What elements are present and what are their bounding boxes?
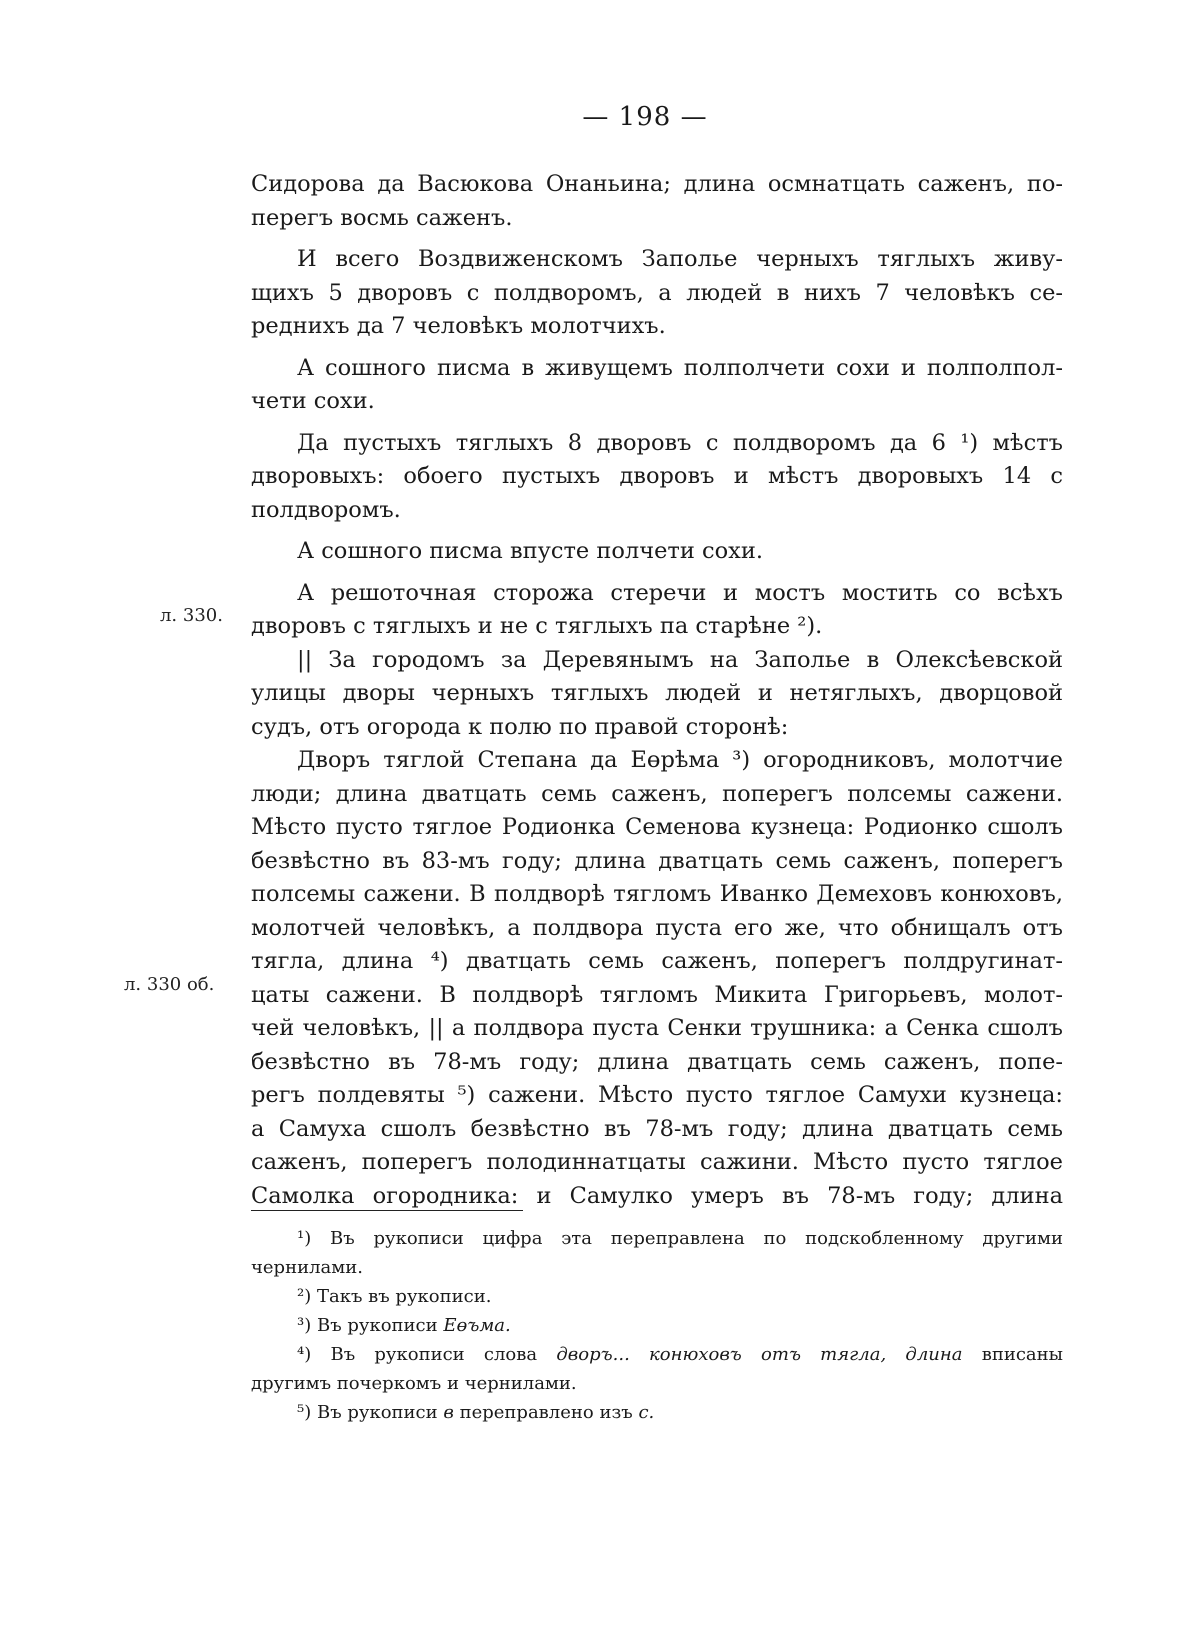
footnote-3-text: ³) Въ рукописи — [297, 1315, 438, 1336]
text-line: улицы дворы черныхъ тяглыхъ людей и нетяглыхъ, дворцовой — [251, 680, 1063, 706]
text-line: саженъ, поперегъ полодиннатцаты сажини. Мѣсто пусто тяглое — [251, 1149, 1063, 1175]
text-line: чети сохи. — [251, 388, 375, 414]
footnote-5-italic-1: в — [443, 1402, 454, 1423]
text-line: тягла, длина ⁴) дватцать семь саженъ, поперегъ полдругинат- — [251, 948, 1063, 974]
text-line: полдворомъ. — [251, 496, 401, 523]
text-line: А решоточная сторожа стеречи и мостъ мостить со всѣхъ — [297, 579, 1063, 606]
footnotes — [251, 1224, 1063, 1427]
main-text-body — [251, 168, 1063, 1213]
text-line: реднихъ да 7 человѣкъ молотчихъ. — [251, 313, 666, 339]
text-line: безвѣстно въ 78-мъ году; длина дватцать семь саженъ, попе- — [251, 1048, 1063, 1075]
text-line: || За городомъ за Деревянымъ на Заполье в Олексѣевской — [297, 646, 1063, 673]
footnote-5 — [251, 1398, 1063, 1427]
text-line: цаты сажени. В полдворѣ тягломъ Микита Григорьевъ, молот- — [251, 981, 1063, 1008]
text-line: дворовыхъ: обоего пустыхъ дворовъ и мѣстъ дворовыхъ 14 с — [251, 463, 1063, 489]
footnote-1-continued: чернилами. — [251, 1257, 363, 1278]
footnote-5-mid: переправлено изъ — [459, 1402, 633, 1423]
footnote-2: ²) Такъ въ рукописи. — [297, 1286, 492, 1307]
text-line: безвѣстно въ 83-мъ году; длина дватцать семь саженъ, поперегъ — [251, 847, 1063, 874]
text-line: молотчей человѣкъ, а полдвора пуста его же, что обнищалъ отъ — [251, 914, 1063, 941]
text-line: И всего Воздвиженскомъ Заполье черныхъ тяглыхъ живу- — [297, 246, 1063, 272]
footnote-4-continued: другимъ почеркомъ и чернилами. — [251, 1373, 577, 1394]
margin-note-folio-330: л. 330. — [160, 605, 223, 626]
text-line: Дворъ тяглой Степана да Еөрѣма ³) огородниковъ, молотчие — [297, 747, 1063, 773]
footnote-4-suffix: вписаны — [981, 1344, 1063, 1365]
page-number: — 198 — — [582, 102, 708, 132]
footnote-5-text: ⁵) Въ рукописи — [297, 1402, 438, 1423]
text-line: Мѣсто пусто тяглое Родионка Семенова кузнеца: Родионко сшолъ — [251, 814, 1063, 840]
footnote-3 — [251, 1311, 1063, 1340]
text-line: щихъ 5 дворовъ с полдворомъ, а людей в нихъ 7 человѣкъ се- — [251, 279, 1063, 306]
footnote-1: ¹) Въ рукописи цифра эта переправлена по подскобленному другими — [297, 1228, 1063, 1249]
text-line: судъ, отъ огорода к полю по правой сторонѣ: — [251, 713, 789, 740]
text-line: чей человѣкъ, || а полдвора пуста Сенки трушника: а Сенка сшолъ — [251, 1015, 1063, 1041]
text-line: А сошного писма в живущемъ полполчети сохи и полполпол- — [297, 354, 1063, 381]
text-line: а Самуха сшолъ безвѣстно въ 78-мъ году; длина дватцать семь — [251, 1115, 1063, 1142]
footnote-4-italic: дворъ... конюховъ отъ тягла, длина — [556, 1344, 963, 1365]
text-line: А сошного писма впусте полчети сохи. — [297, 538, 763, 564]
text-line: Самолка огородника: и Самулко умеръ въ 78-мъ году; длина — [251, 1182, 1063, 1209]
text-line: регъ полдевяты ⁵) сажени. Мѣсто пусто тяглое Самухи кузнеца: — [251, 1082, 1063, 1108]
text-line: Сидорова да Васюкова Онаньина; длина осмнатцать саженъ, по- — [251, 171, 1063, 197]
footnote-5-italic-2: с. — [638, 1402, 655, 1423]
text-line: полсемы сажени. В полдворѣ тягломъ Иванко Демеховъ конюховъ, — [251, 881, 1063, 907]
margin-note-folio-330-verso: л. 330 об. — [124, 974, 215, 995]
footnote-4 — [251, 1340, 1063, 1369]
text-line: Да пустыхъ тяглыхъ 8 дворовъ с полдворомъ да 6 ¹) мѣстъ — [297, 429, 1063, 456]
text-line: перегъ восмь саженъ. — [251, 204, 513, 231]
text-line: люди; длина дватцать семь саженъ, поперегъ полсемы сажени. — [251, 780, 1063, 807]
footnote-3-italic: Еөъма. — [443, 1315, 511, 1336]
footnote-4-text: ⁴) Въ рукописи слова — [297, 1344, 538, 1365]
text-line: дворовъ с тяглыхъ и не с тяглыхъ па старѣне ²). — [251, 613, 823, 639]
footnote-rule — [251, 1210, 523, 1211]
